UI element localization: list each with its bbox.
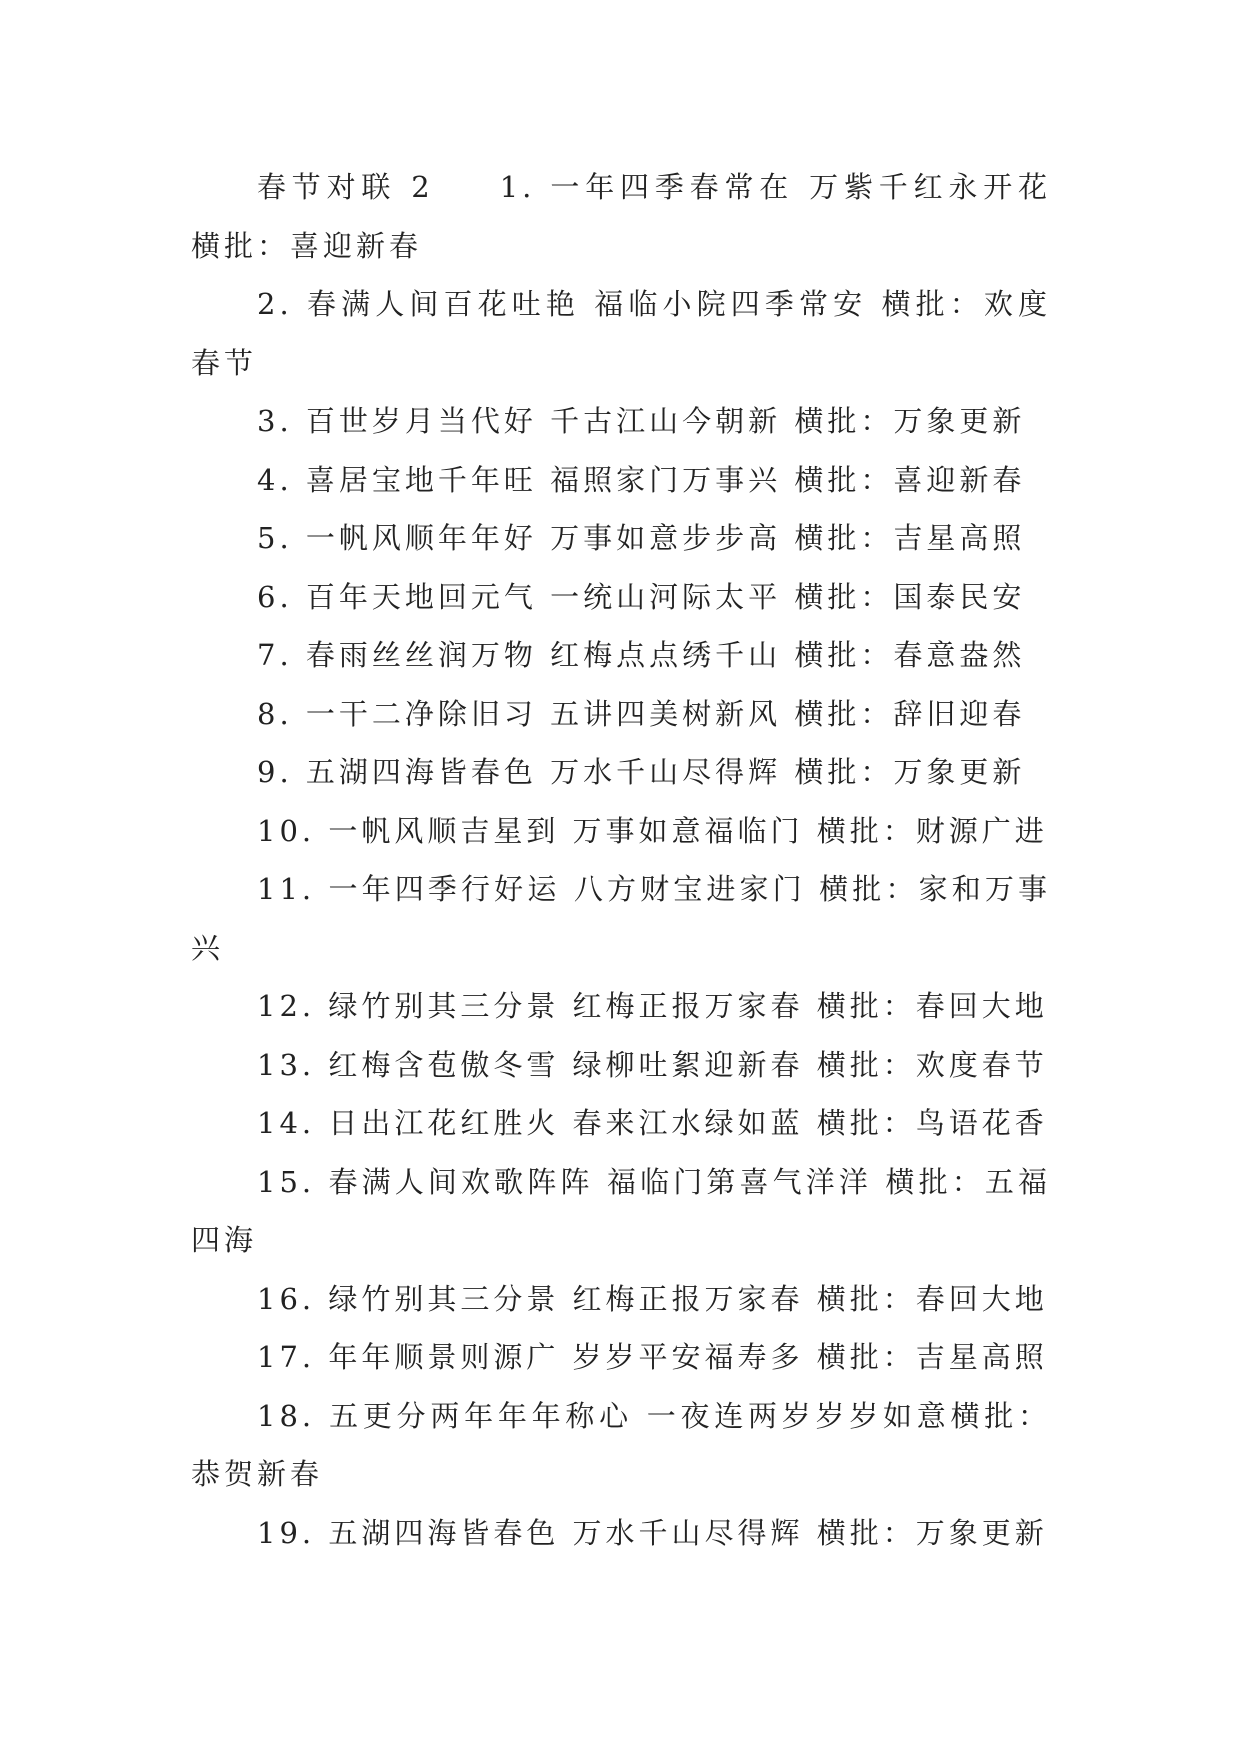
couplet-entry: 18. 五更分两年年年称心 一夜连两岁岁岁如意横批：恭贺新春 bbox=[191, 1398, 1051, 1491]
couplet-entry: 6. 百年天地回元气 一统山河际太平 横批：国泰民安 bbox=[257, 579, 1026, 614]
couplet-entry: 17. 年年顺景则源广 岁岁平安福寿多 横批：吉星高照 bbox=[257, 1340, 1048, 1374]
document-body bbox=[191, 158, 1051, 1562]
couplet-entry: 8. 一干二净除旧习 五讲四美树新风 横批：辞旧迎春 bbox=[257, 696, 1026, 731]
couplet-entry: 7. 春雨丝丝润万物 红梅点点绣千山 横批：春意盎然 bbox=[257, 638, 1026, 672]
couplet-entry: 9. 五湖四海皆春色 万水千山尽得辉 横批：万象更新 bbox=[257, 755, 1026, 789]
couplet-entry: 5. 一帆风顺年年好 万事如意步步高 横批：吉星高照 bbox=[257, 521, 1026, 555]
couplet-entry: 14. 日出江花红胜火 春来江水绿如蓝 横批：鸟语花香 bbox=[257, 1106, 1048, 1140]
couplet-entry: 10. 一帆风顺吉星到 万事如意福临门 横批：财源广进 bbox=[257, 813, 1048, 848]
couplet-entry: 13. 红梅含苞傲冬雪 绿柳吐絮迎新春 横批：欢度春节 bbox=[257, 1047, 1048, 1082]
document-title: 春节对联 2 bbox=[257, 170, 434, 204]
couplet-entry: 1. 一年四季春常在 万紫千红永开花 横批：喜迎新春 bbox=[191, 170, 1052, 263]
couplet-entry: 12. 绿竹别其三分景 红梅正报万家春 横批：春回大地 bbox=[257, 989, 1048, 1023]
couplet-entry: 19. 五湖四海皆春色 万水千山尽得辉 横批：万象更新 bbox=[257, 1515, 1048, 1550]
couplet-entry: 15. 春满人间欢歌阵阵 福临门第喜气洋洋 横批：五福四海 bbox=[191, 1164, 1051, 1257]
couplet-entry: 3. 百世岁月当代好 千古江山今朝新 横批：万象更新 bbox=[257, 404, 1026, 438]
couplet-entry: 11. 一年四季行好运 八方财宝进家门 横批：家和万事兴 bbox=[191, 872, 1051, 965]
document-first-paragraph bbox=[191, 158, 1051, 275]
couplet-entry: 16. 绿竹别其三分景 红梅正报万家春 横批：春回大地 bbox=[257, 1281, 1048, 1316]
couplet-entry: 4. 喜居宝地千年旺 福照家门万事兴 横批：喜迎新春 bbox=[257, 462, 1026, 497]
couplet-entry: 2. 春满人间百花吐艳 福临小院四季常安 横批：欢度春节 bbox=[191, 287, 1051, 380]
